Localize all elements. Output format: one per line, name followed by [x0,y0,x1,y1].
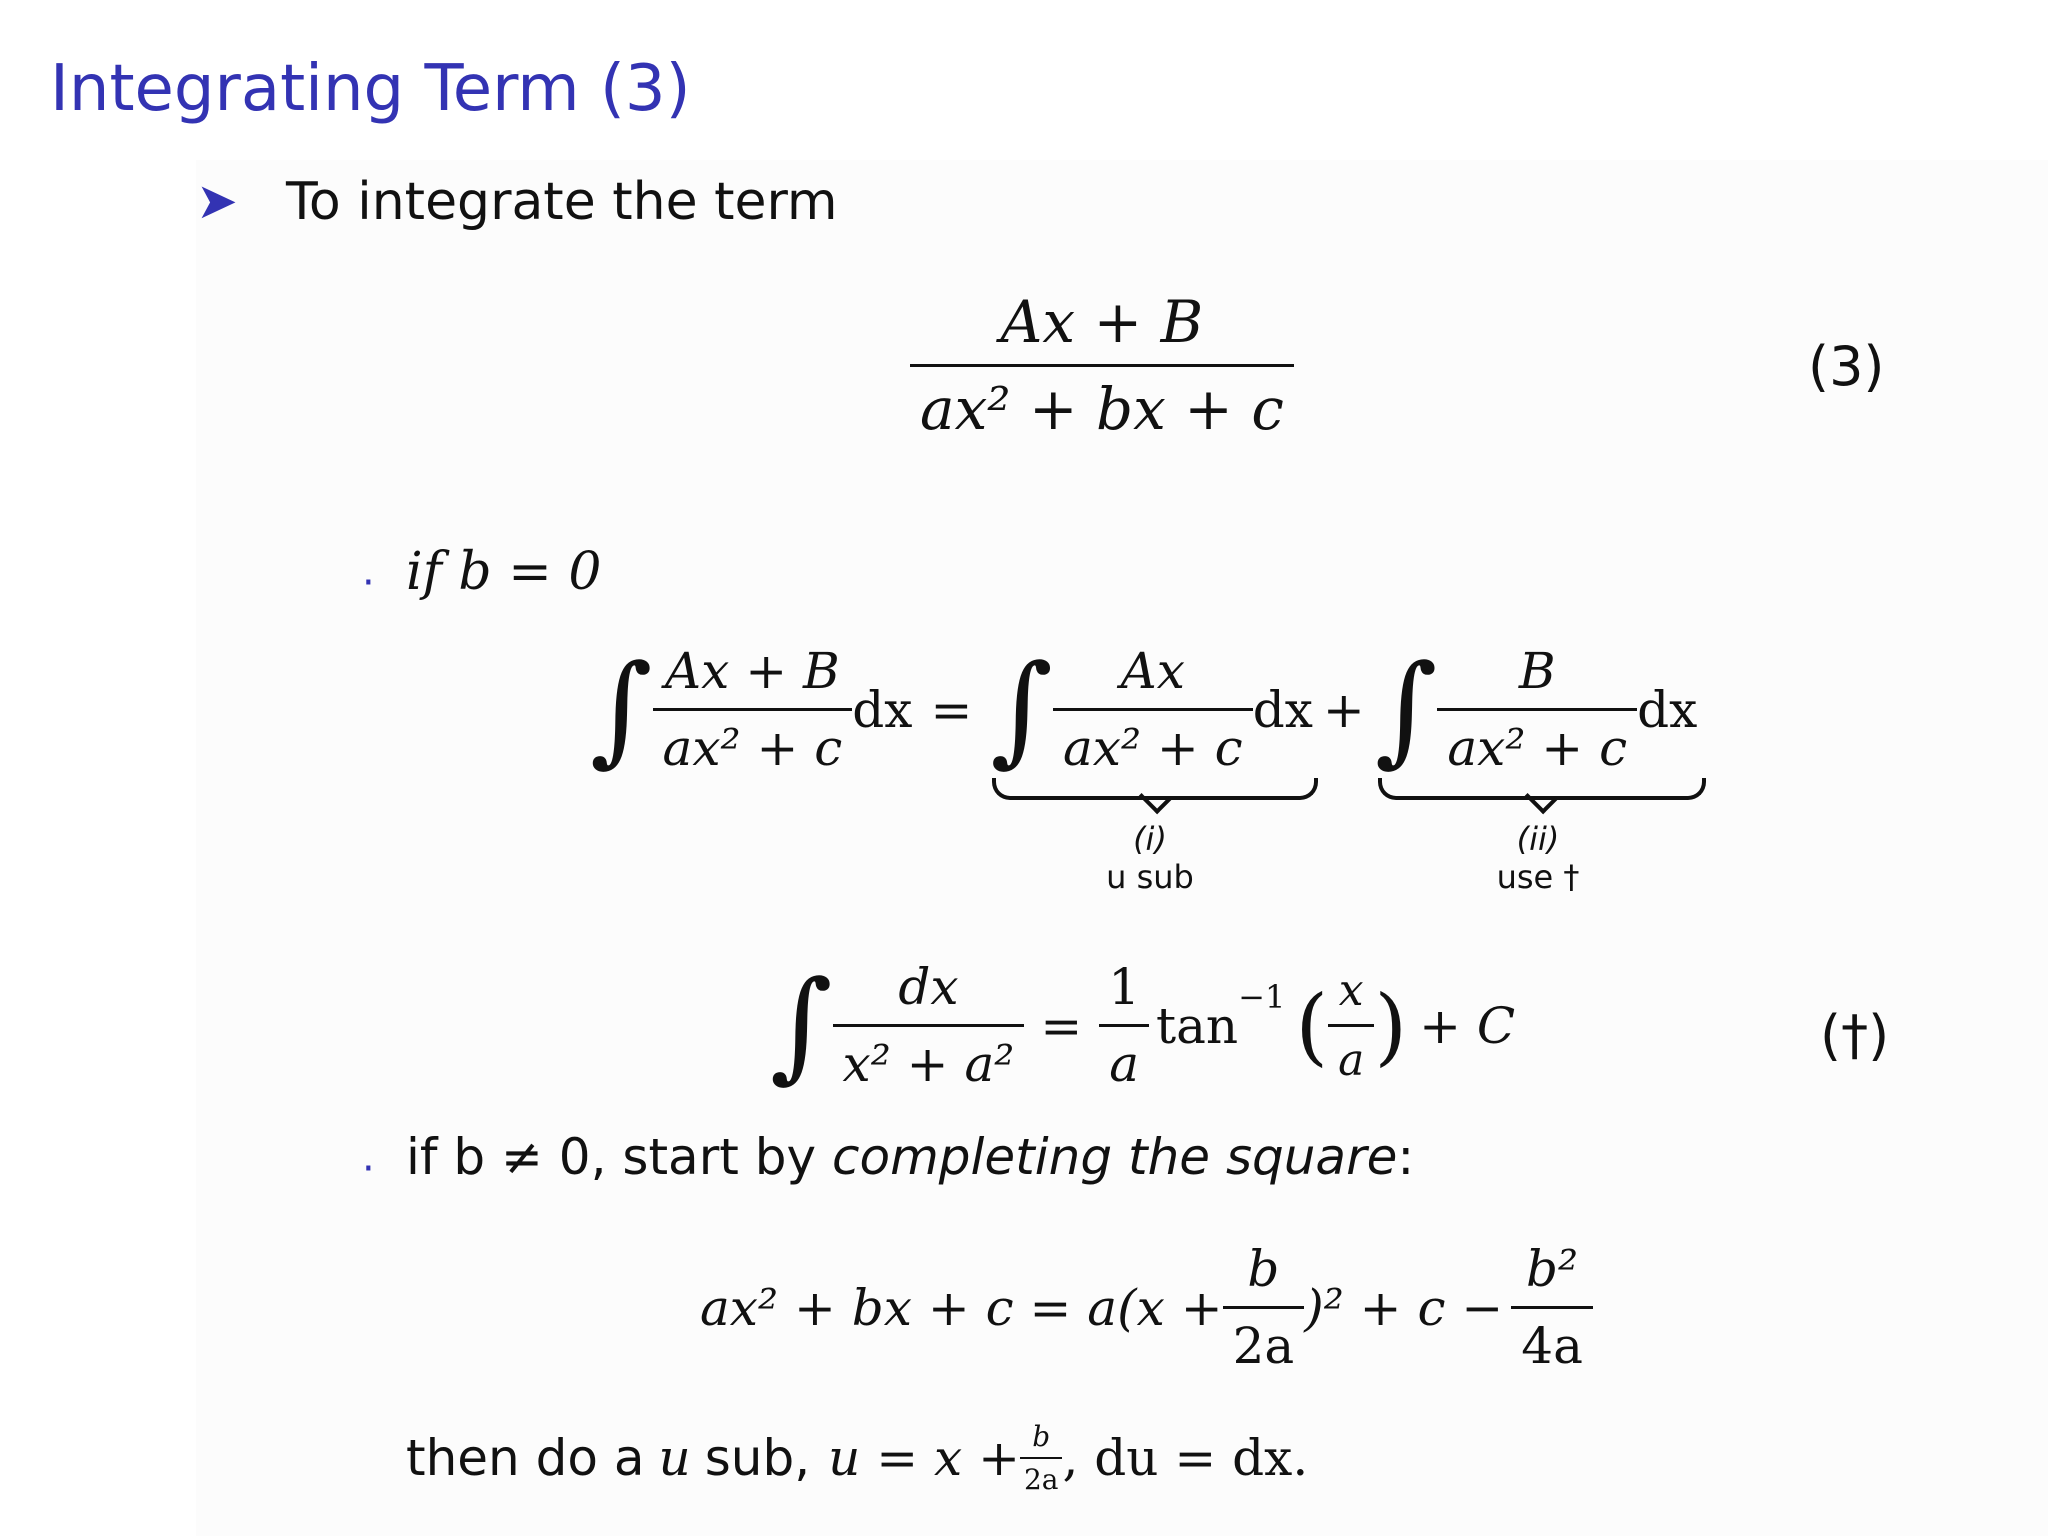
dagger-function: tan [1156,996,1239,1055]
right-paren: ) [1374,976,1408,1075]
square-equation [700,1240,1593,1375]
final-frac-numerator: b [1032,1420,1051,1453]
final-line [406,1420,1308,1496]
case1-equals: = [930,680,973,739]
final-frac-denominator: 2a [1020,1457,1063,1496]
dagger-exponent: −1 [1238,978,1286,1016]
square-lhs: ax² + bx + c = a(x + [700,1278,1223,1337]
underbrace-ii-number: (ii) [1516,820,1560,858]
bullet-triangle-icon: ➤ [196,172,238,230]
dagger-coef-numerator: 1 [1108,958,1141,1016]
equation-3 [910,288,1294,443]
case2-label [406,1128,1414,1186]
final-text-b: sub, [704,1429,811,1487]
dagger-equals: = [1040,996,1083,1055]
case1-plus: + [1322,680,1365,739]
case2-label-end: : [1397,1128,1415,1186]
underbrace-i-text: u sub [1106,858,1194,896]
final-text-a: then do a [406,1429,645,1487]
integral-sign: ∫ [990,639,1053,779]
dagger-coef-denominator: a [1099,1024,1149,1093]
case2-label-plain: if b ≠ 0, start by [406,1128,817,1186]
term-ii-dx: dx [1637,680,1698,739]
square-mid: )² + c − [1304,1278,1504,1337]
dagger-denominator: x² + a² [833,1024,1025,1093]
lead-text: To integrate the term [286,172,838,232]
case1-equation [590,639,1698,779]
square-frac-denominator: 2a [1223,1306,1305,1375]
square-frac-numerator: b [1247,1240,1280,1298]
dagger-tail: + C [1419,996,1516,1055]
term-i-dx: dx [1252,680,1313,739]
equation-3-numerator: Ax + B [1000,288,1204,356]
integral-sign: ∫ [590,639,653,779]
slide-title: Integrating Term (3) [50,52,691,126]
term-ii-denominator: ax² + c [1437,708,1637,777]
underbrace-ii-text: use † [1496,858,1580,896]
dagger-arg-numerator: x [1338,965,1364,1016]
term-i-numerator: Ax [1120,642,1185,700]
term-ii [1374,639,1698,779]
dagger-tag: (†) [1820,1004,1890,1067]
left-paren: ( [1295,976,1329,1075]
bullet-dot-icon: · [362,1146,375,1192]
equation-3-denominator: ax² + bx + c [910,364,1294,443]
case1-label: if b = 0 [406,542,602,602]
dagger-equation [770,955,1516,1095]
integral-sign: ∫ [1374,639,1438,779]
integral-sign: ∫ [770,955,833,1095]
final-eq-a: u = x + [828,1429,1020,1487]
case2-label-italic: completing the square [832,1128,1398,1186]
square-rem-numerator: b² [1526,1240,1579,1298]
dagger-arg-denominator: a [1328,1024,1374,1086]
underbrace-ii-label [1478,820,1598,896]
underbrace-i-label [1090,820,1210,896]
case1-lhs-dx: dx [852,680,913,739]
term-ii-numerator: B [1518,642,1556,700]
underbrace-i-number: (i) [1133,820,1167,858]
final-eq-b: , du = dx. [1062,1429,1309,1487]
bullet-dot-icon: · [362,560,375,606]
case1-lhs-denominator: ax² + c [653,708,853,777]
dagger-numerator: dx [898,958,959,1016]
square-rem-denominator: 4a [1511,1306,1593,1375]
case1-lhs-numerator: Ax + B [665,642,840,700]
term-i [990,639,1313,779]
equation-3-tag: (3) [1808,335,1885,398]
final-text-u: u [658,1429,691,1487]
term-i-denominator: ax² + c [1053,708,1253,777]
